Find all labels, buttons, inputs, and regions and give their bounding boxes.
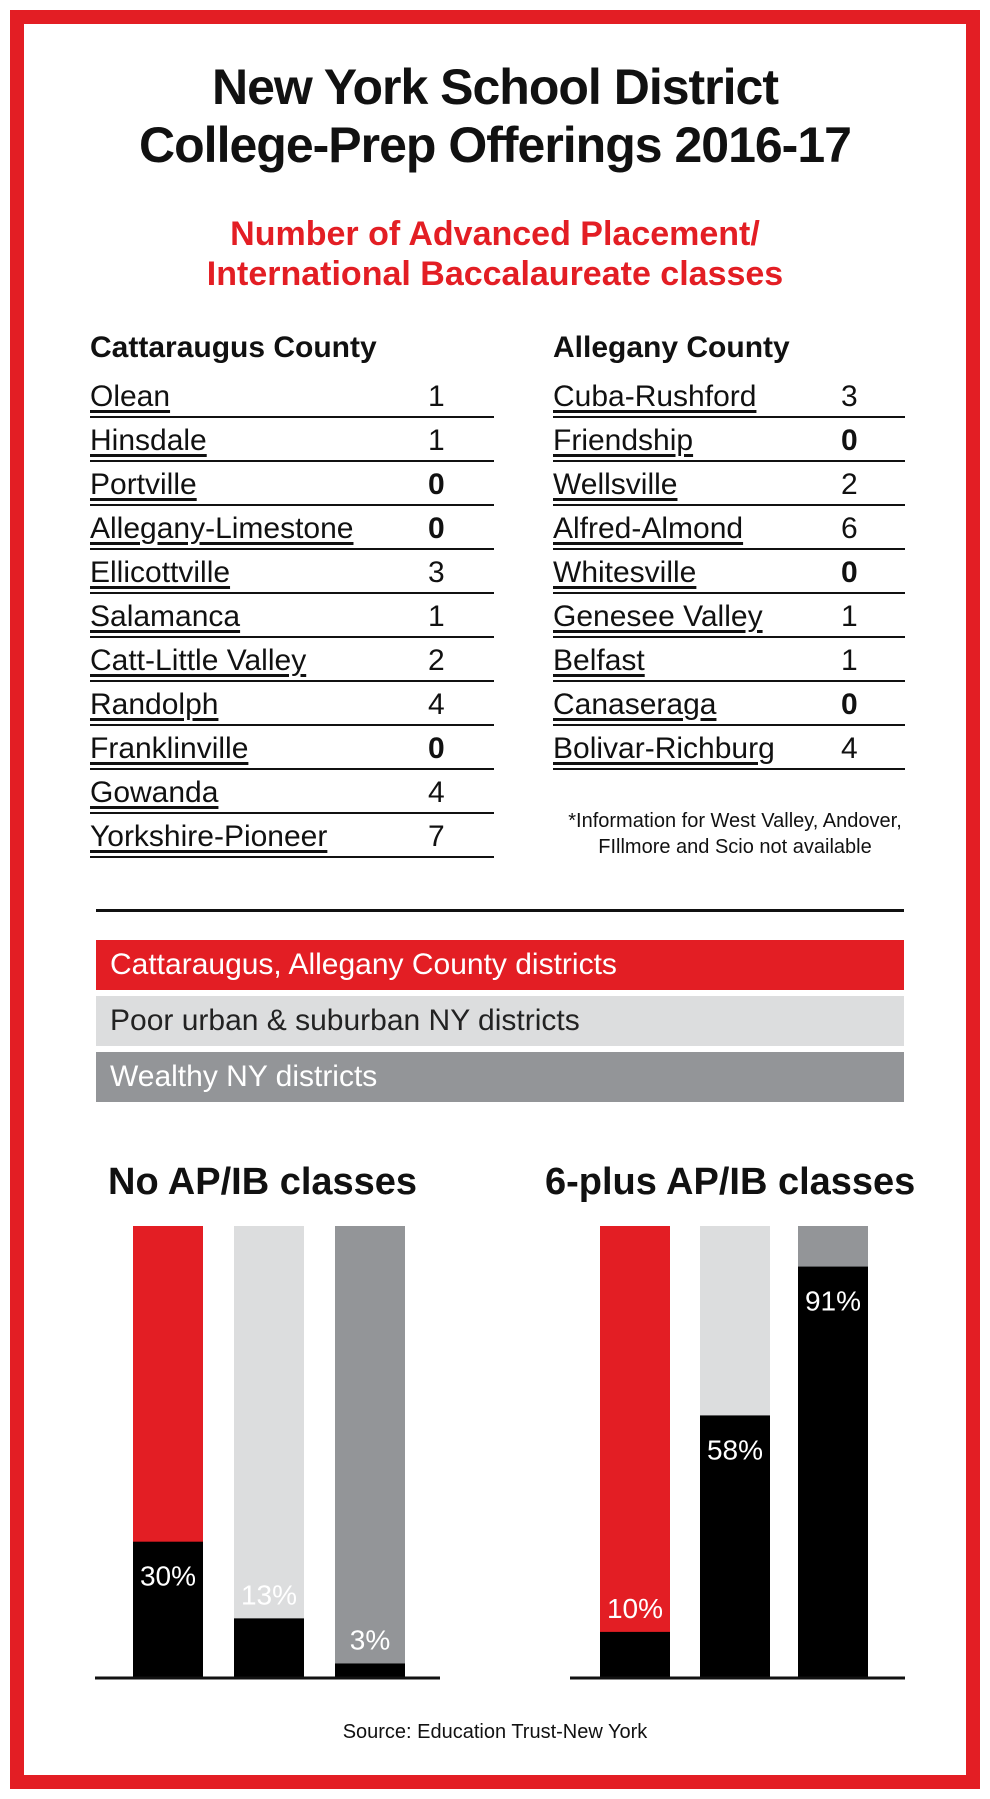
cattaraugus-district-name: Allegany-Limestone [90,512,354,545]
cattaraugus-class-count: 4 [428,776,445,809]
cattaraugus-class-count: 0 [428,512,445,545]
source-note: Source: Education Trust-New York [342,1721,648,1743]
bar-value [335,1663,405,1677]
legend-item-cattaraugus-allegany: Cattaraugus, Allegany County districts [96,940,904,990]
cattaraugus-class-count: 2 [428,644,445,677]
footnote-line-1: *Information for West Valley, Andover, [568,810,902,832]
cattaraugus-district-name: Catt-Little Valley [90,644,307,677]
chart-title-six-plus-classes: 6-plus AP/IB classes [545,1161,916,1203]
allegany-district-name: Alfred-Almond [553,512,744,545]
bar-label: 58% [706,1434,764,1466]
bar-label: 91% [804,1285,862,1317]
allegany-district-name: Belfast [553,644,645,677]
cattaraugus-district-name: Randolph [90,688,219,721]
footnote-line-2: FIllmore and Scio not available [598,836,872,858]
allegany-district-name: Wellsville [553,468,678,501]
allegany-class-count: 0 [841,556,858,589]
bar-value [600,1632,670,1677]
cattaraugus-district-name: Ellicottville [90,556,231,589]
allegany-district-name: Bolivar-Richburg [553,732,775,765]
cattaraugus-district-name: Yorkshire-Pioneer [90,820,328,853]
bar-value [234,1618,304,1677]
allegany-heading: Allegany County [553,331,790,364]
cattaraugus-class-count: 4 [428,688,445,721]
bar-background [335,1226,405,1677]
cattaraugus-district-name: Hinsdale [90,424,207,457]
cattaraugus-district-name: Salamanca [90,600,241,633]
cattaraugus-district-name: Gowanda [90,776,219,809]
subtitle-line-2: International Baccalaureate classes [206,255,784,293]
cattaraugus-district-name: Franklinville [90,732,249,765]
bar-value [798,1267,868,1677]
allegany-class-count: 3 [841,380,858,413]
cattaraugus-district-name: Olean [90,380,171,413]
title-line-2: College-Prep Offerings 2016-17 [139,117,851,173]
chart-title-no-classes: No AP/IB classes [108,1161,418,1203]
allegany-class-count: 4 [841,732,858,765]
allegany-district-name: Cuba-Rushford [553,380,757,413]
allegany-class-count: 1 [841,600,858,633]
allegany-district-name: Friendship [553,424,694,457]
legend-item-poor-districts: Poor urban & suburban NY districts [96,996,904,1046]
allegany-class-count: 0 [841,688,858,721]
cattaraugus-class-count: 1 [428,424,445,457]
bar-label: 30% [139,1560,197,1592]
bar-label: 13% [240,1579,298,1611]
cattaraugus-class-count: 0 [428,732,445,765]
allegany-class-count: 0 [841,424,858,457]
allegany-district-name: Whitesville [553,556,697,589]
allegany-district-name: Canaseraga [553,688,717,721]
allegany-class-count: 2 [841,468,858,501]
subtitle-line-1: Number of Advanced Placement/ [230,215,760,253]
allegany-district-name: Genesee Valley [553,600,763,633]
title-line-1: New York School District [212,59,778,115]
cattaraugus-class-count: 1 [428,600,445,633]
cattaraugus-class-count: 1 [428,380,445,413]
cattaraugus-class-count: 3 [428,556,445,589]
cattaraugus-heading: Cattaraugus County [90,331,377,364]
bar-label: 10% [606,1592,664,1624]
allegany-class-count: 1 [841,644,858,677]
bar-label: 3% [349,1624,391,1656]
cattaraugus-district-name: Portville [90,468,197,501]
allegany-class-count: 6 [841,512,858,545]
cattaraugus-class-count: 0 [428,468,445,501]
cattaraugus-class-count: 7 [428,820,445,853]
legend-item-wealthy-districts: Wealthy NY districts [96,1052,904,1102]
